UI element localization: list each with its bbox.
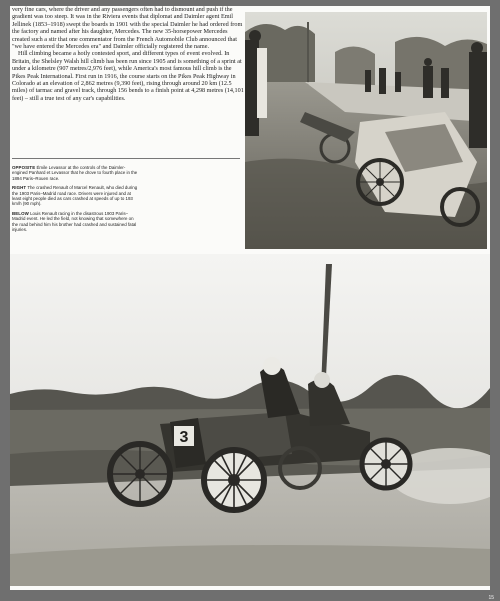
racing-car-illustration xyxy=(10,254,490,586)
body-paragraph-2: Hill climbing became a hotly contested sport, and different types of event evolved. In Britain, the Shelsley Walsh hill climb has been run since 1905 and is something of a sprint at under a kilometre (907 metres/2,976 feet), while America's most famous hill climb is the Pikes Peak International. First run in 1916, the course starts on the Pikes Peak Highway in Colorado at an elevation of 2,862 metres (9,390 feet), rising through around 20 km (12.5 miles) of tarmac and gravel track, through 156 bends to a finish point at 4,298 metres (14,101 feet) – still a true test of any car's capabilities. xyxy=(12,50,244,102)
book-page xyxy=(10,6,490,590)
race-number: 3 xyxy=(179,429,189,446)
caption-below-head: BELOW xyxy=(12,210,29,216)
crashed-renault-illustration xyxy=(245,12,487,249)
front-right-wheel xyxy=(204,450,264,510)
caption-opposite-text: Émile Levassor at the controls of the Daimler-engined Panhard et Levassor that he drove to fourth place in the 1894 Paris–Rouen race. xyxy=(12,165,138,181)
louis-renault-racing-photo xyxy=(10,254,490,586)
crashed-renault-photo xyxy=(245,12,487,249)
caption-below xyxy=(12,211,140,233)
page-number: 15 xyxy=(488,595,494,601)
caption-below-text: Louis Renault racing in the disastrous 1903 Paris–Madrid event. He led the field, not knowing that somewhere on the road behind him his brother had crashed and sustained fatal injuries. xyxy=(12,210,137,233)
body-paragraph-1: very fine cars, where the driver and any passengers often had to dismount and push if the gradient was too steep. It was in the Riviera events that diplomat and Daimler agent Emil Jellinek (1853–1918) swept the boards in 1901 with the special Daimler he had ordered from the factory and named after his daughter, Mercedes. The new 35-horsepower Mercedes created such a stir that one commentator from the French Automobile Club announced that "we have entered the Mercedes era" and Daimler officially registered the name. xyxy=(12,6,243,51)
caption-right xyxy=(12,185,140,207)
rear-wheel xyxy=(362,440,410,488)
caption-divider xyxy=(12,158,240,159)
front-left-wheel xyxy=(110,444,170,504)
body-text xyxy=(12,6,244,102)
caption-right-head: RIGHT xyxy=(12,185,27,191)
caption-right-text: The crashed Renault of Marcel Renault, who died during the 1903 Paris–Madrid road race. Drivers were injured and at least eight people died as cars crashed at speeds of up to 193 km/h (90 mph). xyxy=(12,185,138,207)
captions xyxy=(12,165,140,236)
caption-opposite xyxy=(12,165,140,181)
caption-opposite-head: OPPOSITE xyxy=(12,165,36,170)
